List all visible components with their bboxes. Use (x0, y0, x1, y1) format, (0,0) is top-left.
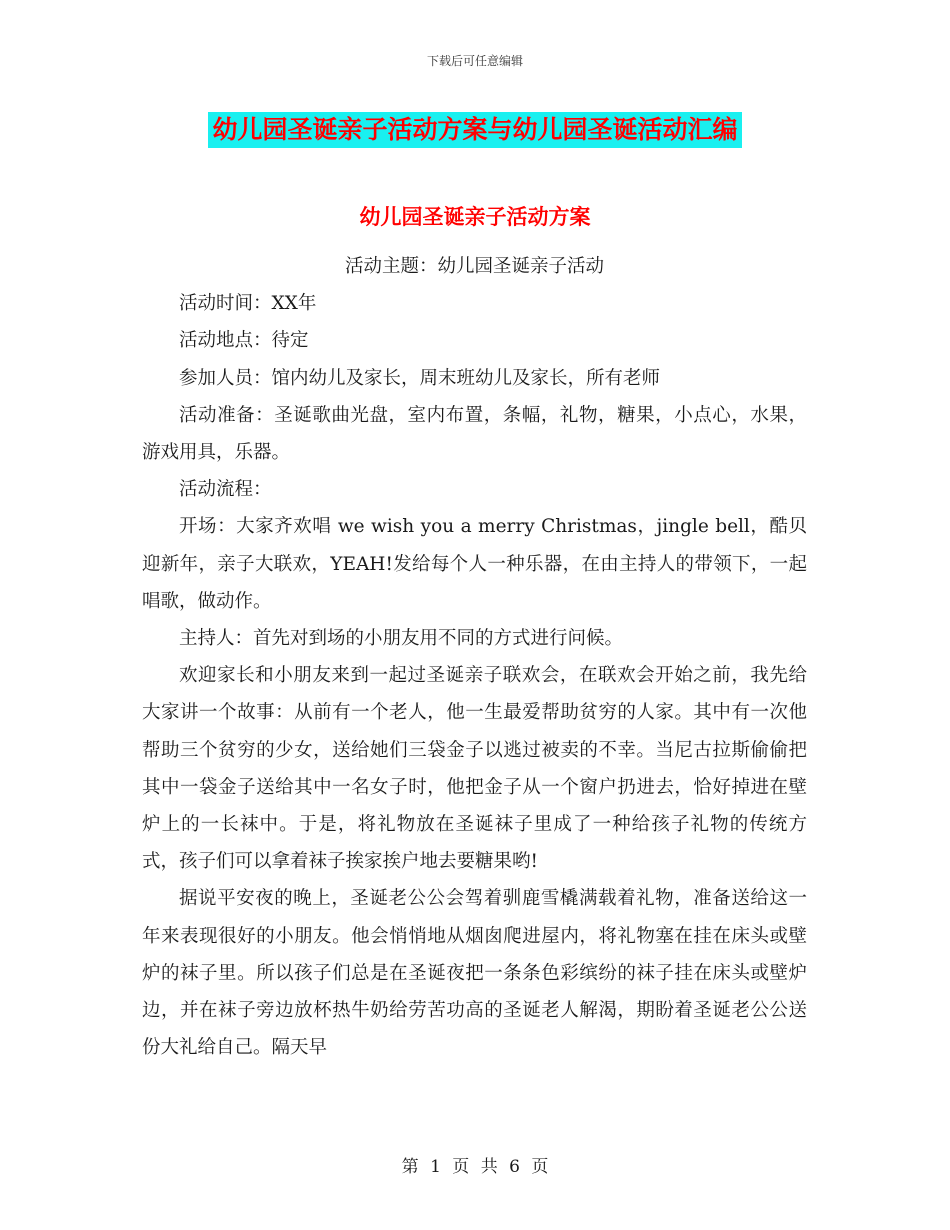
activity-location: 活动地点：待定 (179, 330, 309, 352)
christmas-eve-paragraph: 据说平安夜的晚上，圣诞老公公会驾着驯鹿雪橇满载着礼物，准备送给这一年来表现很好的小朋友。他会悄悄地从烟囱爬进屋内，将礼物塞在挂在床头或壁炉的袜子里。所以孩子们总是在圣诞夜把一条条色彩缤纷的袜子挂在床头或壁炉边，并在袜子旁边放杯热牛奶给劳苦功高的圣诞老人解渴，期盼着圣诞老公公送份大礼给自己。隔天早 (142, 888, 807, 1059)
activity-process-heading: 活动流程： (179, 479, 272, 501)
host-paragraph: 主持人：首先对到场的小朋友用不同的方式进行问候。 (179, 628, 624, 650)
activity-time: 活动时间：XX年 (179, 293, 317, 315)
opening-paragraph: 开场：大家齐欢唱 we wish you a merry Christmas，jingle bell，酷贝迎新年，亲子大联欢，YEAH!发给每个人一种乐器，在由主持人的带领下，一起唱歌，做动作。 (142, 516, 807, 612)
activity-theme: 活动主题：幼儿园圣诞亲子活动 (344, 256, 604, 277)
participants: 参加人员：馆内幼儿及家长，周末班幼儿及家长，所有老师 (179, 367, 661, 389)
document-body (142, 248, 807, 1066)
page-footer: 第 1 页 共 6 页 (401, 1157, 549, 1177)
document-title (0, 112, 950, 148)
activity-preparation: 活动准备：圣诞歌曲光盘，室内布置，条幅，礼物，糖果，小点心，水果，游戏用具，乐器。 (142, 404, 807, 464)
section-title: 幼儿园圣诞亲子活动方案 (359, 204, 591, 229)
document-title-text: 幼儿园圣诞亲子活动方案与幼儿园圣诞活动汇编 (208, 112, 741, 148)
story-paragraph: 欢迎家长和小朋友来到一起过圣诞亲子联欢会，在联欢会开始之前，我先给大家讲一个故事：从前有一个老人，他一生最爱帮助贫穷的人家。其中有一次他帮助三个贫穷的少女，送给她们三袋金子以逃过被卖的不幸。当尼古拉斯偷偷把其中一袋金子送给其中一名女子时，他把金子从一个窗户扔进去，恰好掉进在壁炉上的一长袜中。于是，将礼物放在圣诞袜子里成了一种给孩子礼物的传统方式，孩子们可以拿着袜子挨家挨户地去要糖果哟! (142, 665, 807, 873)
header-note: 下载后可任意编辑 (426, 54, 523, 68)
